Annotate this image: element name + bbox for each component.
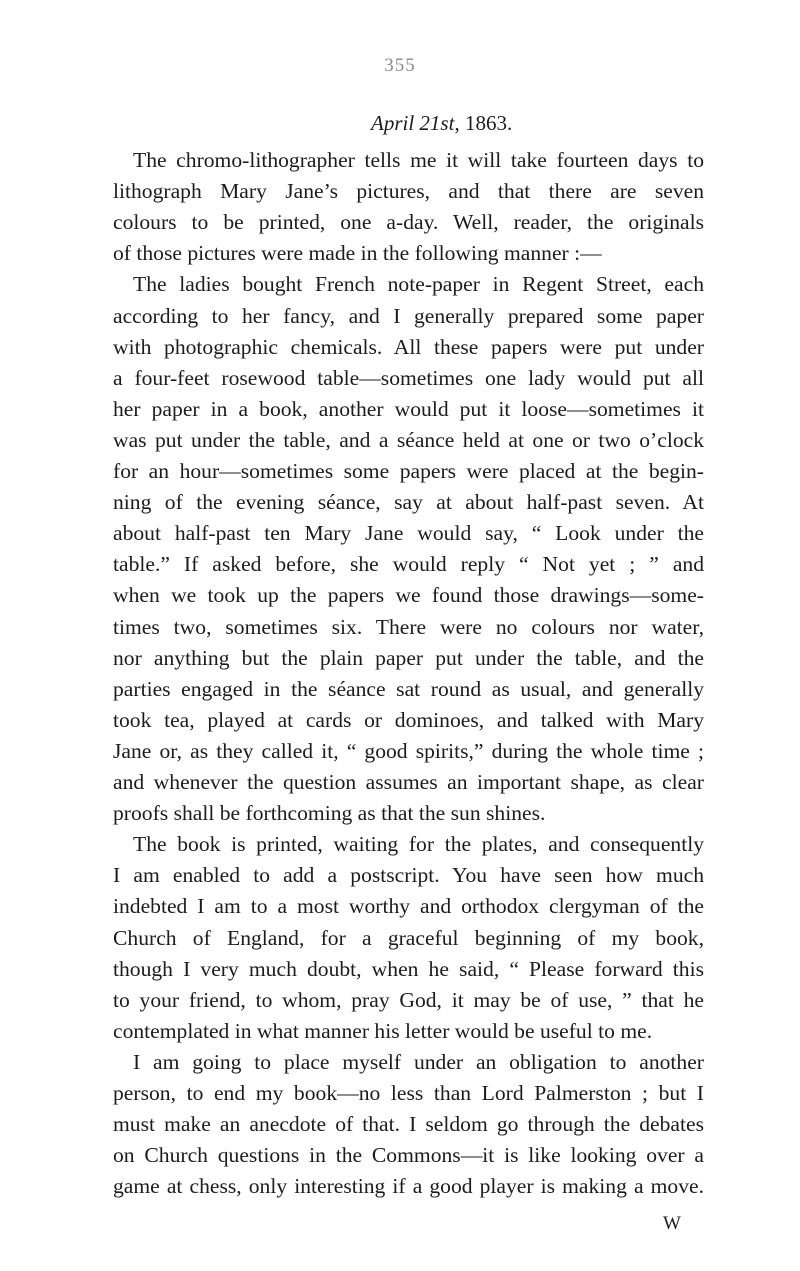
text-line: and whenever the question assumes an important shape, as clear bbox=[113, 770, 704, 794]
text-line: parties engaged in the séance sat round as usual, and generally bbox=[113, 676, 704, 701]
text-line: with photographic chemicals. All these papers were put under bbox=[113, 334, 704, 359]
text-line: her paper in a book, another would put it loose—sometimes it bbox=[113, 396, 704, 421]
text-line: indebted I am to a most worthy and orthodox clergyman of the bbox=[113, 894, 704, 919]
text-line: when we took up the papers we found those drawings—some- bbox=[113, 583, 704, 608]
page-number: 355 bbox=[384, 55, 416, 76]
text-line: on Church questions in the Commons—it is like looking over a bbox=[113, 1143, 704, 1168]
text-line: according to her fancy, and I generally prepared some paper bbox=[113, 303, 704, 328]
text-line: The ladies bought French note-paper in Regent Street, each bbox=[133, 272, 704, 297]
text-line: to your friend, to whom, pray God, it may be of use, ” that he bbox=[113, 987, 704, 1012]
text-line: table.” If asked before, she would reply “ Not yet ; ” and bbox=[113, 552, 704, 577]
text-line: a four-feet rosewood table—sometimes one lady would put all bbox=[113, 365, 704, 390]
dateline-day-suffix: st bbox=[440, 111, 455, 135]
text-line: took tea, played at cards or dominoes, and talked with Mary bbox=[113, 707, 704, 732]
text-line: times two, sometimes six. There were no colours nor water, bbox=[113, 614, 704, 639]
text-line: Jane or, as they called it, “ good spirits,” during the whole time ; bbox=[113, 738, 704, 763]
text-line: nor anything but the plain paper put under the table, and the bbox=[113, 645, 704, 670]
dateline-year: , 1863. bbox=[454, 111, 513, 135]
text-line: The chromo-lithographer tells me it will take fourteen days to bbox=[133, 148, 704, 172]
dateline-day-number: 21 bbox=[419, 111, 441, 135]
catchword: W bbox=[663, 1213, 682, 1234]
text-line: I am going to place myself under an obligation to another bbox=[133, 1049, 704, 1074]
text-line: must make an anecdote of that. I seldom go through the debates bbox=[113, 1112, 704, 1137]
dateline-day bbox=[419, 111, 454, 135]
text-line: Church of England, for a graceful beginning of my book, bbox=[113, 925, 704, 950]
dateline bbox=[371, 111, 512, 136]
text-line: contemplated in what manner his letter would be useful to me. bbox=[113, 1018, 653, 1043]
text-line: about half-past ten Mary Jane would say, “ Look under the bbox=[113, 521, 704, 546]
dateline-month: April bbox=[371, 111, 415, 135]
text-line: I am enabled to add a postscript. You have seen how much bbox=[113, 863, 704, 888]
text-line: though I very much doubt, when he said, “ Please forward this bbox=[113, 956, 704, 981]
text-line: colours to be printed, one a-day. Well, reader, the originals bbox=[113, 210, 704, 235]
text-line: The book is printed, waiting for the plates, and consequently bbox=[133, 832, 704, 857]
text-line: game at chess, only interesting if a good player is making a move. bbox=[113, 1174, 704, 1199]
text-line: lithograph Mary Jane’s pictures, and that there are seven bbox=[113, 179, 704, 204]
text-line: was put under the table, and a séance held at one or two o’clock bbox=[113, 427, 704, 452]
text-line: for an hour—sometimes some papers were placed at the begin- bbox=[113, 459, 704, 483]
text-line: of those pictures were made in the following manner :— bbox=[113, 241, 602, 266]
text-line: person, to end my book—no less than Lord Palmerston ; but I bbox=[113, 1081, 704, 1105]
text-line: proofs shall be forthcoming as that the sun shines. bbox=[113, 801, 546, 826]
text-line: ning of the evening séance, say at about half-past seven. At bbox=[113, 490, 704, 515]
